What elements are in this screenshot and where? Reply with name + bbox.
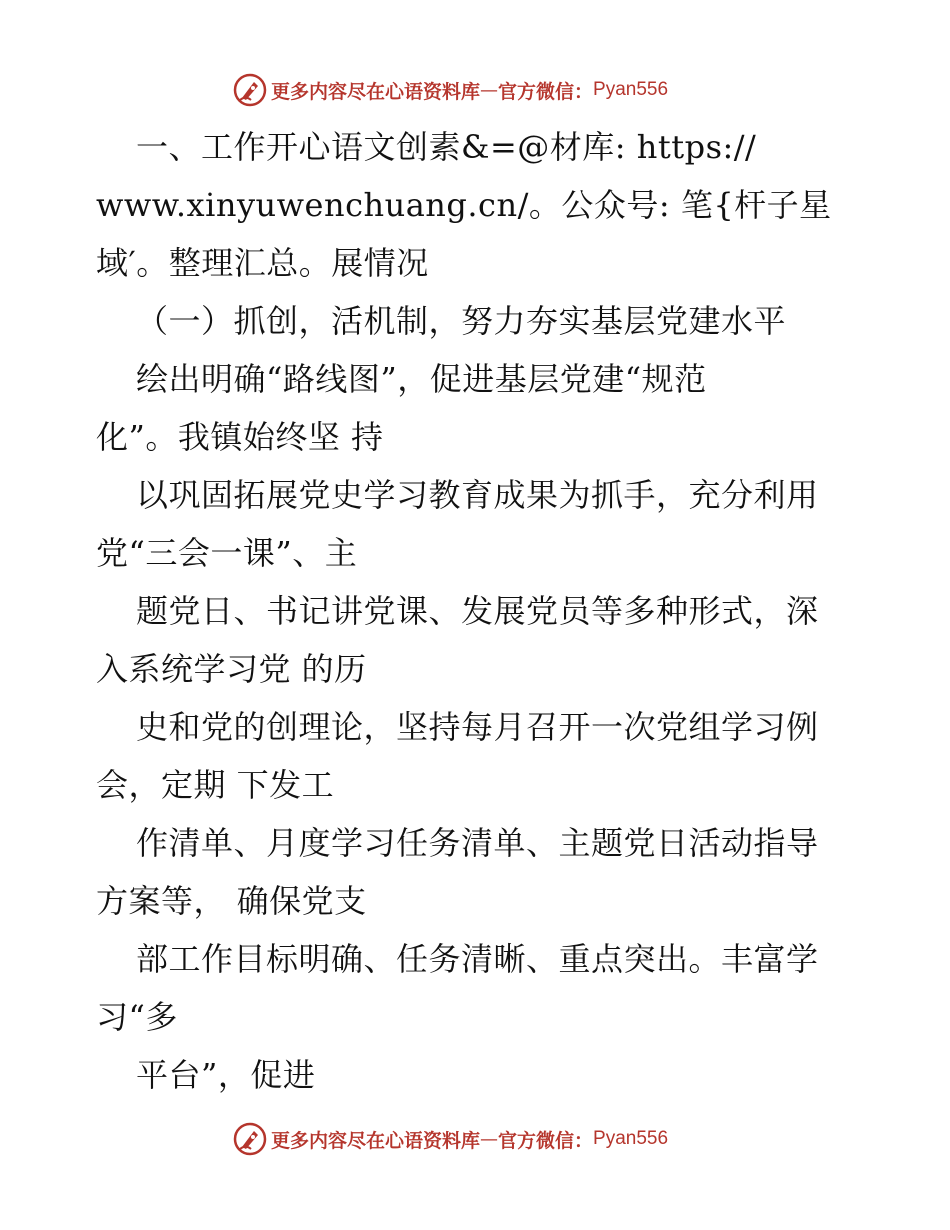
header-banner — [233, 72, 753, 108]
text-line: 方案等， 确保党支 — [96, 882, 367, 920]
text-line: 部工作目标明确、任务清晰、重点突出。丰富学 — [136, 940, 819, 978]
text-line: 作清单、月度学习任务清单、主题党日活动指导 — [136, 824, 819, 862]
text-line: 化”。我镇始终坚 持 — [96, 418, 384, 456]
text-line: 绘出明确“路线图”，促进基层党建“规范 — [136, 360, 707, 398]
text-line: 会，定期 下发工 — [96, 766, 335, 804]
header-account-id: Pyan556 — [593, 79, 669, 100]
text-line: 以巩固拓展党史学习教育成果为抓手，充分利用 — [136, 476, 819, 514]
footer-separator: — — [480, 1128, 499, 1150]
text-line: 史和党的创理论，坚持每月召开一次党组学习例 — [136, 708, 819, 746]
text-line: 入系统学习党 的历 — [96, 650, 367, 688]
pen-nib-icon — [233, 73, 267, 107]
footer-account-label: 官方微信： — [498, 1129, 594, 1152]
pen-nib-icon — [233, 1122, 267, 1156]
footer-banner — [233, 1121, 753, 1157]
text-line: （一）抓创，活机制，努力夯实基层党建水平 — [136, 302, 787, 340]
text-line: 域′。整理汇总。展情况 — [96, 244, 429, 282]
text-line: www.xinyuwenchuang.cn/。公众号: 笔{杆子星 — [96, 186, 832, 224]
text-line: 平台”，促进 — [136, 1056, 316, 1094]
document-body — [96, 118, 876, 1104]
text-line: 党“三会一课”、主 — [96, 534, 358, 572]
footer-account-id: Pyan556 — [593, 1128, 669, 1149]
text-line: 习“多 — [96, 998, 178, 1036]
header-slogan: 更多内容尽在心语资料库 — [271, 80, 481, 103]
footer-slogan: 更多内容尽在心语资料库 — [271, 1129, 481, 1152]
header-account-label: 官方微信： — [498, 80, 594, 103]
header-separator: — — [480, 79, 499, 101]
text-line: 题党日、书记讲党课、发展党员等多种形式，深 — [136, 592, 819, 630]
text-line: 一、工作开心语文创素&=@材库: https:// — [136, 128, 757, 166]
